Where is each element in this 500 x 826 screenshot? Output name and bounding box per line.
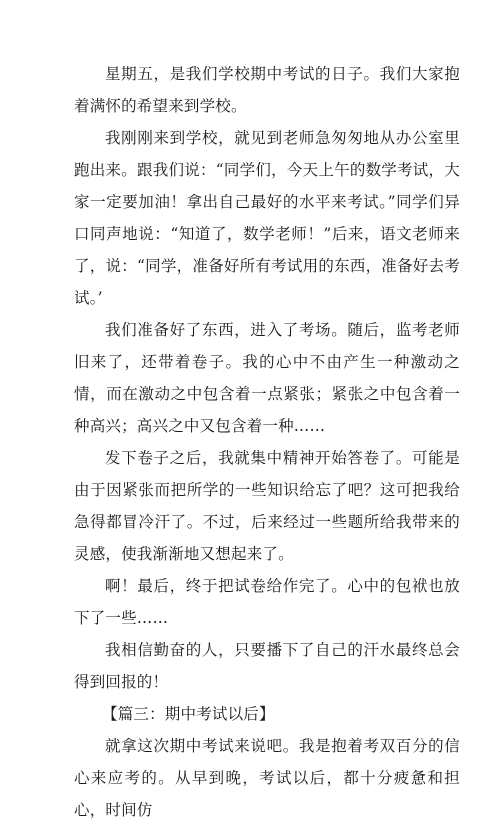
- document-body: [74, 58, 460, 826]
- paragraph-exam-day: 星期五，是我们学校期中考试的日子。我们大家抱着满怀的希望来到学校。: [74, 65, 460, 115]
- section-heading: 【篇三：期中考试以后】: [102, 705, 275, 723]
- paragraph-teacher-encouragement: 我刚刚来到学校，就见到老师急匆匆地从办公室里跑出来。跟我们说：“同学们，今天上午的数学考试，大家一定要加油！拿出自己最好的水平来考试。”同学们异口同声地说：“知道了，数学老师！”后来，语文老师来了，说：“同学，准备好所有考试用的东西，准备好去考试。’: [74, 129, 460, 307]
- paragraph-conclusion: 我相信勤奋的人，只要播下了自己的汗水最终总会得到回报的！: [74, 641, 460, 691]
- paragraph-finished: 啊！最后，终于把试卷给作完了。心中的包袱也放下了一些……: [74, 577, 460, 627]
- paragraph-entering-exam-room: 我们准备好了东西，进入了考场。随后，监考老师旧来了，还带着卷子。我的心中不由产生一种激动之情，而在激动之中包含着一点紧张；紧张之中包含着一种高兴；高兴之中又包含着一种……: [74, 321, 460, 435]
- paragraph-answering: 发下卷子之后，我就集中精神开始答卷了。可能是由于因紧张而把所学的一些知识给忘了吧？这可把我给急得都冒冷汗了。不过，后来经过一些题所给我带来的灵感，使我渐渐地又想起来了。: [74, 449, 460, 563]
- paragraph-section-three: 就拿这次期中考试来说吧。我是抱着考双百分的信心来应考的。从早到晚，考试以后，都十分疲惫和担心，时间仿: [74, 737, 460, 819]
